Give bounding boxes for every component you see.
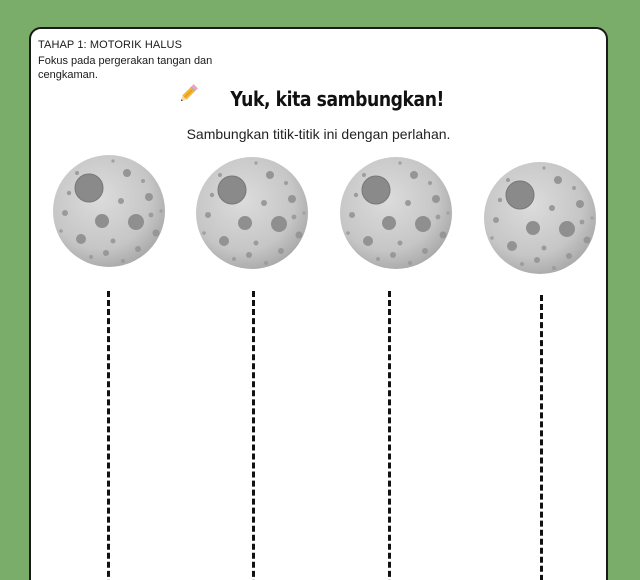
instruction-text: Sambungkan titik-titik ini dengan perlahan. — [186, 126, 451, 142]
title-text: Yuk, kita sambungkan! — [229, 86, 444, 111]
pencil-icon — [176, 82, 200, 111]
tracing-line[interactable] — [252, 291, 255, 580]
moon-icon — [194, 155, 310, 271]
stage-description: Fokus pada pergerakan tangan dan cengkaman. — [38, 55, 213, 81]
tracing-line[interactable] — [540, 295, 543, 580]
tracing-line[interactable] — [388, 291, 391, 580]
moon-icon — [51, 153, 167, 269]
moon-icon — [482, 160, 598, 276]
stage-label: TAHAP 1: MOTORIK HALUS — [38, 39, 183, 51]
moon-icon — [338, 155, 454, 271]
page-title — [31, 84, 606, 113]
worksheet-card — [29, 27, 608, 580]
tracing-line[interactable] — [107, 291, 110, 580]
